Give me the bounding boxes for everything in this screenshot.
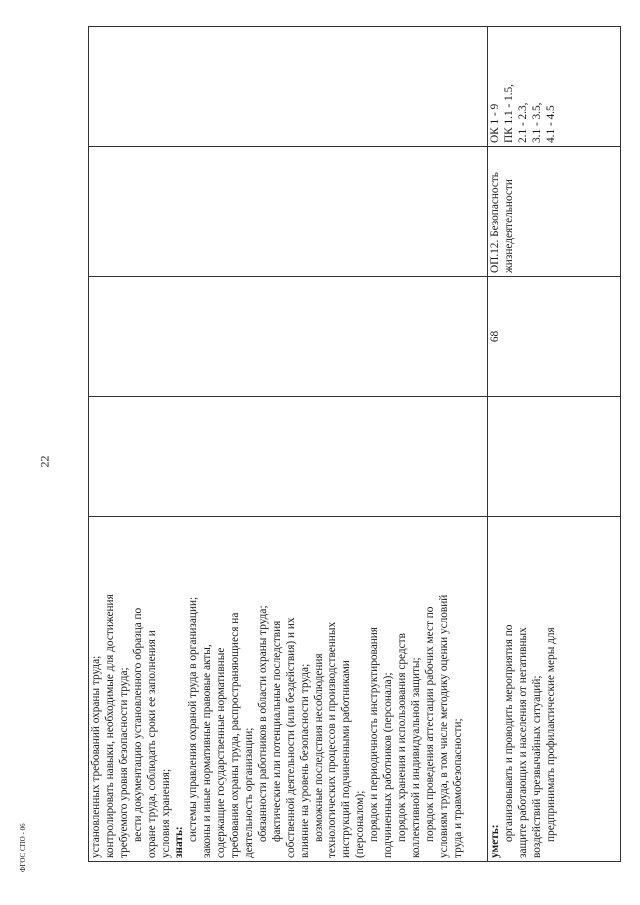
competency-line: 2.1 - 2.3, — [516, 102, 529, 143]
skills-cell — [488, 517, 621, 862]
text-line: (персоналом); — [354, 790, 367, 858]
text-line: условия хранения; — [159, 768, 172, 858]
text-line: порядок и периодичность инструктирования — [368, 626, 381, 842]
text-line: деятельность организации; — [242, 727, 255, 858]
text-line: условиям труда, в том числе методику оценки условий — [437, 594, 450, 858]
text-line: технологических процессов и производственных — [326, 621, 339, 858]
discipline-cell — [488, 147, 621, 277]
text-line: защите работающих и населения от негативных — [516, 627, 529, 858]
text-line: инструкций подчиненными работниками — [340, 660, 353, 858]
competency-table — [88, 26, 621, 862]
table-row — [89, 27, 488, 862]
text-line: законы и иные нормативные правовые акты, — [201, 644, 214, 858]
text-line: влияние на уровень безопасности труда; — [298, 663, 311, 858]
text-line: воздействий чрезвычайных ситуаций; — [530, 675, 543, 858]
text-line: контролировать навыки, необходимые для достижения — [103, 594, 116, 858]
empty-cell — [488, 397, 621, 517]
text-line: труда и травмобезопасности; — [451, 718, 464, 858]
text-line: требования охраны труда, распространяющиеся на — [229, 612, 242, 858]
discipline-line: ОП.12. Безопасность — [489, 172, 501, 273]
hours-cell — [488, 277, 621, 397]
text-line: вести документацию установленного образца по — [131, 607, 144, 842]
discipline-line: жизнедеятельности — [502, 179, 515, 273]
text-line: охране труда, соблюдать сроки ее заполнения и — [145, 630, 158, 858]
text-line: организовывать и проводить мероприятия по — [502, 624, 515, 842]
text-line: подчиненных работников (персонала); — [382, 672, 395, 858]
hours-cell-empty — [89, 397, 488, 517]
section-heading: уметь: — [489, 824, 501, 858]
competency-cell — [488, 27, 621, 147]
footer-standard-code: ФГОС СПО - 06 — [19, 823, 27, 872]
text-line: обязанности работников в области охраны труда; — [256, 605, 269, 842]
competency-line: ПК 1.1 - 1.5, — [502, 84, 515, 143]
table-row — [488, 27, 621, 862]
text-line: установленных требований охраны труда; — [90, 655, 102, 858]
competency-line: ОК 1 - 9 — [489, 103, 501, 143]
text-line: порядок хранения и использования средств — [395, 633, 408, 842]
empty-cell — [89, 277, 488, 397]
hours-value: 68 — [489, 330, 501, 343]
rotated-table-container — [88, 27, 616, 862]
text-line: коллективной и индивидуальной защиты; — [409, 657, 422, 858]
page-number: 22 — [37, 455, 52, 468]
section-heading: знать: — [173, 826, 186, 858]
text-line: порядок проведения аттестации рабочих мест по — [423, 606, 436, 842]
discipline-cell-empty — [89, 147, 488, 277]
requirements-cell — [89, 517, 488, 862]
text-line: предпринимать профилактические меры для — [544, 627, 557, 842]
text-line: возможные последствия несоблюдения — [312, 653, 325, 842]
text-line: системы управления охраной труда в организации; — [187, 596, 200, 842]
competency-line: 3.1 - 3.5, — [530, 102, 543, 143]
competency-cell-empty — [89, 27, 488, 147]
competency-line: 4.1 - 4.5 — [544, 105, 557, 143]
text-line: содержащие государственные нормативные — [215, 647, 228, 858]
text-line: требуемого уровня безопасности труда; — [117, 667, 130, 858]
text-line: собственной деятельности (или бездействия) и их — [284, 617, 297, 858]
text-line: фактические или потенциальные последствия — [270, 620, 283, 842]
